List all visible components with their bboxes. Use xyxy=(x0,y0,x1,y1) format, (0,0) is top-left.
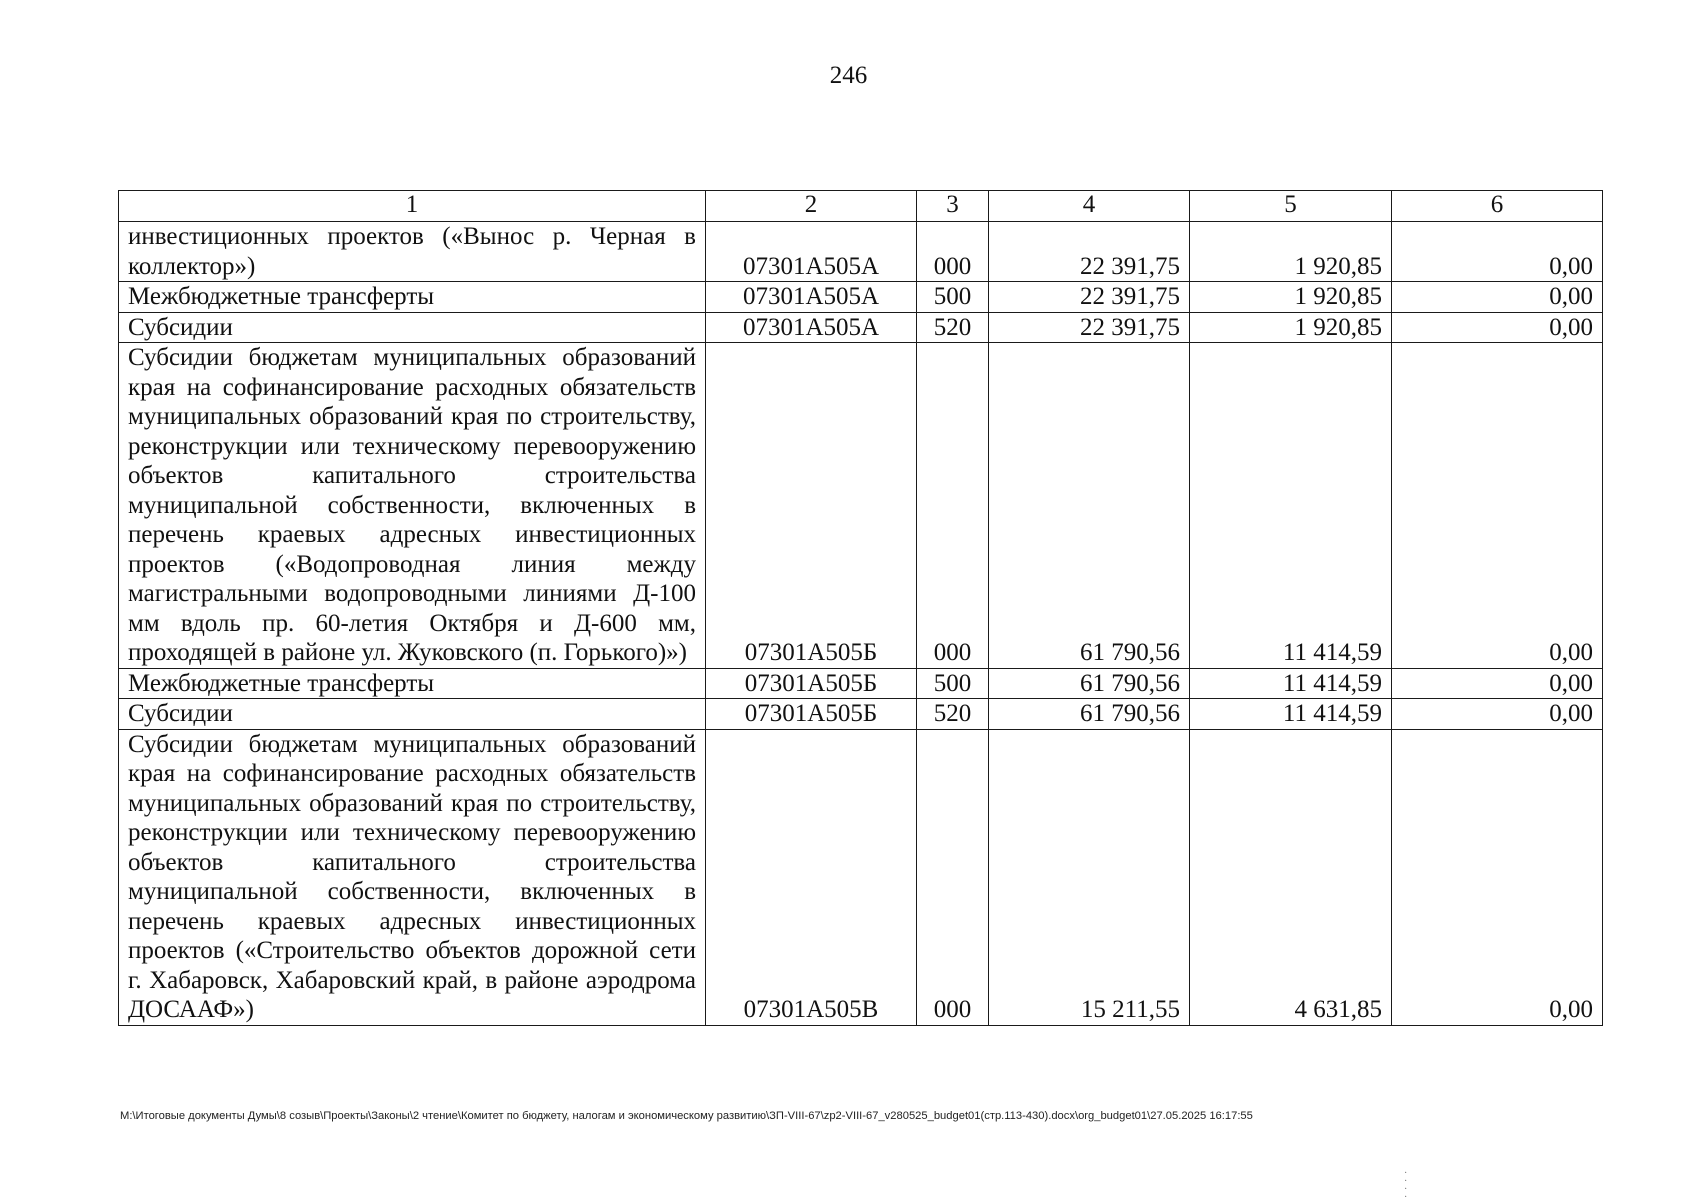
column-header: 2 xyxy=(706,191,917,222)
amount-col5: 4 631,85 xyxy=(1190,729,1392,1025)
scan-artifact-dots: · · · · xyxy=(1404,1168,1408,1203)
amount-col6: 0,00 xyxy=(1392,222,1603,282)
amount-col5: 1 920,85 xyxy=(1190,282,1392,313)
amount-col5: 11 414,59 xyxy=(1190,699,1392,730)
column-header: 1 xyxy=(119,191,706,222)
amount-col6: 0,00 xyxy=(1392,312,1603,343)
table-row xyxy=(119,729,1603,1025)
expense-type: 500 xyxy=(917,282,989,313)
page-number: 246 xyxy=(829,62,868,89)
table-row xyxy=(119,282,1603,313)
file-path-footer: M:\Итоговые документы Думы\8 созыв\Проекты\Законы\2 чтение\Комитет по бюджету, налогам и экономическому развитию\ЗП-VIII-67\zp2-VIII-67_v280525_budget01(стр.113-430).docx\org_budget01\27.05.2025 16:17:55 xyxy=(120,1110,1253,1122)
amount-col6: 0,00 xyxy=(1392,699,1603,730)
column-header: 5 xyxy=(1190,191,1392,222)
amount-col4: 61 790,56 xyxy=(989,343,1190,669)
table-header-row xyxy=(119,191,1603,222)
row-name: инвестиционных проектов («Вынос р. Черная в коллектор») xyxy=(119,222,706,282)
amount-col4: 61 790,56 xyxy=(989,668,1190,699)
table-row xyxy=(119,343,1603,669)
row-name: Межбюджетные трансферты xyxy=(119,668,706,699)
target-code: 07301А505А xyxy=(706,222,917,282)
amount-col4: 61 790,56 xyxy=(989,699,1190,730)
amount-col5: 11 414,59 xyxy=(1190,668,1392,699)
target-code: 07301А505Б xyxy=(706,668,917,699)
amount-col6: 0,00 xyxy=(1392,343,1603,669)
expense-type: 520 xyxy=(917,312,989,343)
row-name: Субсидии xyxy=(119,312,706,343)
column-header: 3 xyxy=(917,191,989,222)
amount-col4: 22 391,75 xyxy=(989,312,1190,343)
amount-col5: 1 920,85 xyxy=(1190,222,1392,282)
amount-col6: 0,00 xyxy=(1392,282,1603,313)
expense-type: 000 xyxy=(917,729,989,1025)
table-row xyxy=(119,699,1603,730)
column-header: 4 xyxy=(989,191,1190,222)
row-name: Субсидии xyxy=(119,699,706,730)
amount-col6: 0,00 xyxy=(1392,668,1603,699)
amount-col4: 22 391,75 xyxy=(989,282,1190,313)
expense-type: 500 xyxy=(917,668,989,699)
table-row xyxy=(119,222,1603,282)
column-header: 6 xyxy=(1392,191,1603,222)
expense-type: 000 xyxy=(917,343,989,669)
target-code: 07301А505Б xyxy=(706,343,917,669)
expense-type: 000 xyxy=(917,222,989,282)
target-code: 07301А505А xyxy=(706,312,917,343)
amount-col5: 11 414,59 xyxy=(1190,343,1392,669)
budget-table xyxy=(118,190,1603,1026)
row-name: Субсидии бюджетам муниципальных образований края на софинансирование расходных обязательств муниципальных образований края по строительству, реконструкции или техническому перевооружению объектов капитального строительства муниципальной собственности, включенных в перечень краевых адресных инвестиционных проектов («Водопроводная линия между магистральными водопроводными линиями Д-100 мм вдоль пр. 60-летия Октября и Д-600 мм, проходящей в районе ул. Жуковского (п. Горького)») xyxy=(119,343,706,669)
target-code: 07301А505В xyxy=(706,729,917,1025)
amount-col6: 0,00 xyxy=(1392,729,1603,1025)
target-code: 07301А505А xyxy=(706,282,917,313)
row-name: Межбюджетные трансферты xyxy=(119,282,706,313)
target-code: 07301А505Б xyxy=(706,699,917,730)
expense-type: 520 xyxy=(917,699,989,730)
row-name: Субсидии бюджетам муниципальных образований края на софинансирование расходных обязательств муниципальных образований края по строительству, реконструкции или техническому перевооружению объектов капитального строительства муниципальной собственности, включенных в перечень краевых адресных инвестиционных проектов («Строительство объектов дорожной сети г. Хабаровск, Хабаровский край, в районе аэродрома ДОСААФ») xyxy=(119,729,706,1025)
table-row xyxy=(119,668,1603,699)
amount-col5: 1 920,85 xyxy=(1190,312,1392,343)
amount-col4: 22 391,75 xyxy=(989,222,1190,282)
amount-col4: 15 211,55 xyxy=(989,729,1190,1025)
table-row xyxy=(119,312,1603,343)
